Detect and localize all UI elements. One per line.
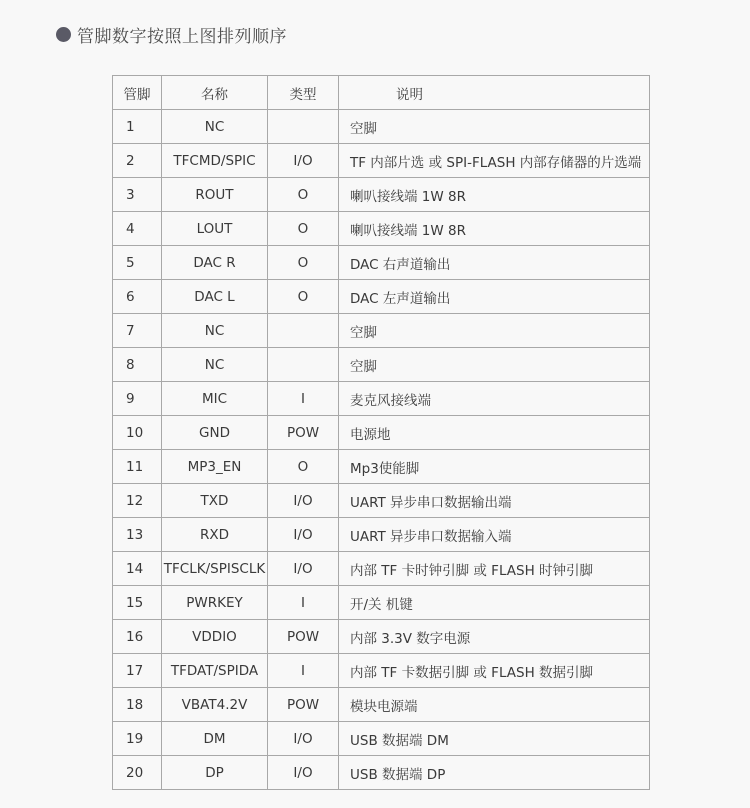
- name-cell: NC: [162, 314, 268, 348]
- desc-cell: 空脚: [339, 314, 650, 348]
- desc-cell: 空脚: [339, 348, 650, 382]
- type-cell: [268, 110, 339, 144]
- header-type: 类型: [268, 76, 339, 110]
- pin-cell: 13: [113, 518, 162, 552]
- section-heading: [56, 22, 287, 47]
- type-cell: O: [268, 280, 339, 314]
- table-row: [113, 246, 650, 280]
- pin-cell: 3: [113, 178, 162, 212]
- table-row: [113, 688, 650, 722]
- table-row: [113, 620, 650, 654]
- name-cell: RXD: [162, 518, 268, 552]
- type-cell: POW: [268, 688, 339, 722]
- desc-cell: UART 异步串口数据输出端: [339, 484, 650, 518]
- desc-cell: 喇叭接线端 1W 8R: [339, 212, 650, 246]
- table-row: [113, 110, 650, 144]
- pin-cell: 15: [113, 586, 162, 620]
- desc-cell: DAC 左声道输出: [339, 280, 650, 314]
- type-cell: [268, 348, 339, 382]
- table-row: [113, 484, 650, 518]
- pin-cell: 2: [113, 144, 162, 178]
- desc-cell: 电源地: [339, 416, 650, 450]
- name-cell: TXD: [162, 484, 268, 518]
- pin-cell: 20: [113, 756, 162, 790]
- type-cell: [268, 314, 339, 348]
- name-cell: LOUT: [162, 212, 268, 246]
- type-cell: I: [268, 654, 339, 688]
- type-cell: I: [268, 586, 339, 620]
- pin-cell: 9: [113, 382, 162, 416]
- desc-cell: USB 数据端 DM: [339, 722, 650, 756]
- pin-cell: 18: [113, 688, 162, 722]
- pin-cell: 12: [113, 484, 162, 518]
- pin-cell: 11: [113, 450, 162, 484]
- table-row: [113, 144, 650, 178]
- name-cell: DP: [162, 756, 268, 790]
- name-cell: VBAT4.2V: [162, 688, 268, 722]
- desc-cell: 内部 3.3V 数字电源: [339, 620, 650, 654]
- name-cell: ROUT: [162, 178, 268, 212]
- name-cell: TFCLK/SPISCLK: [162, 552, 268, 586]
- table-header-row: [113, 76, 650, 110]
- name-cell: VDDIO: [162, 620, 268, 654]
- desc-cell: USB 数据端 DP: [339, 756, 650, 790]
- desc-cell: 喇叭接线端 1W 8R: [339, 178, 650, 212]
- desc-cell: 内部 TF 卡时钟引脚 或 FLASH 时钟引脚: [339, 552, 650, 586]
- type-cell: I/O: [268, 756, 339, 790]
- pin-cell: 6: [113, 280, 162, 314]
- name-cell: DM: [162, 722, 268, 756]
- type-cell: I/O: [268, 144, 339, 178]
- pin-cell: 4: [113, 212, 162, 246]
- desc-cell: 麦克风接线端: [339, 382, 650, 416]
- heading-text: 管脚数字按照上图排列顺序: [77, 27, 287, 47]
- type-cell: I/O: [268, 518, 339, 552]
- pin-cell: 14: [113, 552, 162, 586]
- desc-cell: 模块电源端: [339, 688, 650, 722]
- type-cell: O: [268, 450, 339, 484]
- table-row: [113, 212, 650, 246]
- pin-cell: 5: [113, 246, 162, 280]
- table-row: [113, 348, 650, 382]
- name-cell: MP3_EN: [162, 450, 268, 484]
- pin-cell: 17: [113, 654, 162, 688]
- type-cell: I: [268, 382, 339, 416]
- table-row: [113, 280, 650, 314]
- table-row: [113, 416, 650, 450]
- pin-cell: 7: [113, 314, 162, 348]
- name-cell: TFDAT/SPIDA: [162, 654, 268, 688]
- name-cell: TFCMD/SPIC: [162, 144, 268, 178]
- table-row: [113, 654, 650, 688]
- desc-cell: TF 内部片选 或 SPI-FLASH 内部存储器的片选端: [339, 144, 650, 178]
- pin-cell: 10: [113, 416, 162, 450]
- desc-cell: Mp3使能脚: [339, 450, 650, 484]
- table-row: [113, 314, 650, 348]
- pin-cell: 8: [113, 348, 162, 382]
- name-cell: PWRKEY: [162, 586, 268, 620]
- desc-cell: 内部 TF 卡数据引脚 或 FLASH 数据引脚: [339, 654, 650, 688]
- table-row: [113, 552, 650, 586]
- pin-cell: 16: [113, 620, 162, 654]
- type-cell: I/O: [268, 552, 339, 586]
- table-row: [113, 518, 650, 552]
- table-row: [113, 722, 650, 756]
- name-cell: NC: [162, 348, 268, 382]
- desc-cell: DAC 右声道输出: [339, 246, 650, 280]
- table-row: [113, 450, 650, 484]
- type-cell: O: [268, 212, 339, 246]
- header-pin: 管脚: [113, 76, 162, 110]
- type-cell: O: [268, 178, 339, 212]
- name-cell: GND: [162, 416, 268, 450]
- bullet-dot-icon: [56, 27, 71, 42]
- name-cell: NC: [162, 110, 268, 144]
- type-cell: POW: [268, 620, 339, 654]
- type-cell: POW: [268, 416, 339, 450]
- header-desc: 说明: [339, 76, 650, 110]
- pin-cell: 19: [113, 722, 162, 756]
- table-row: [113, 756, 650, 790]
- name-cell: DAC L: [162, 280, 268, 314]
- desc-cell: 空脚: [339, 110, 650, 144]
- name-cell: MIC: [162, 382, 268, 416]
- table-row: [113, 382, 650, 416]
- table-row: [113, 178, 650, 212]
- name-cell: DAC R: [162, 246, 268, 280]
- desc-cell: 开/关 机键: [339, 586, 650, 620]
- type-cell: O: [268, 246, 339, 280]
- pin-table: [112, 75, 650, 790]
- type-cell: I/O: [268, 722, 339, 756]
- header-name: 名称: [162, 76, 268, 110]
- type-cell: I/O: [268, 484, 339, 518]
- pin-cell: 1: [113, 110, 162, 144]
- desc-cell: UART 异步串口数据输入端: [339, 518, 650, 552]
- table-row: [113, 586, 650, 620]
